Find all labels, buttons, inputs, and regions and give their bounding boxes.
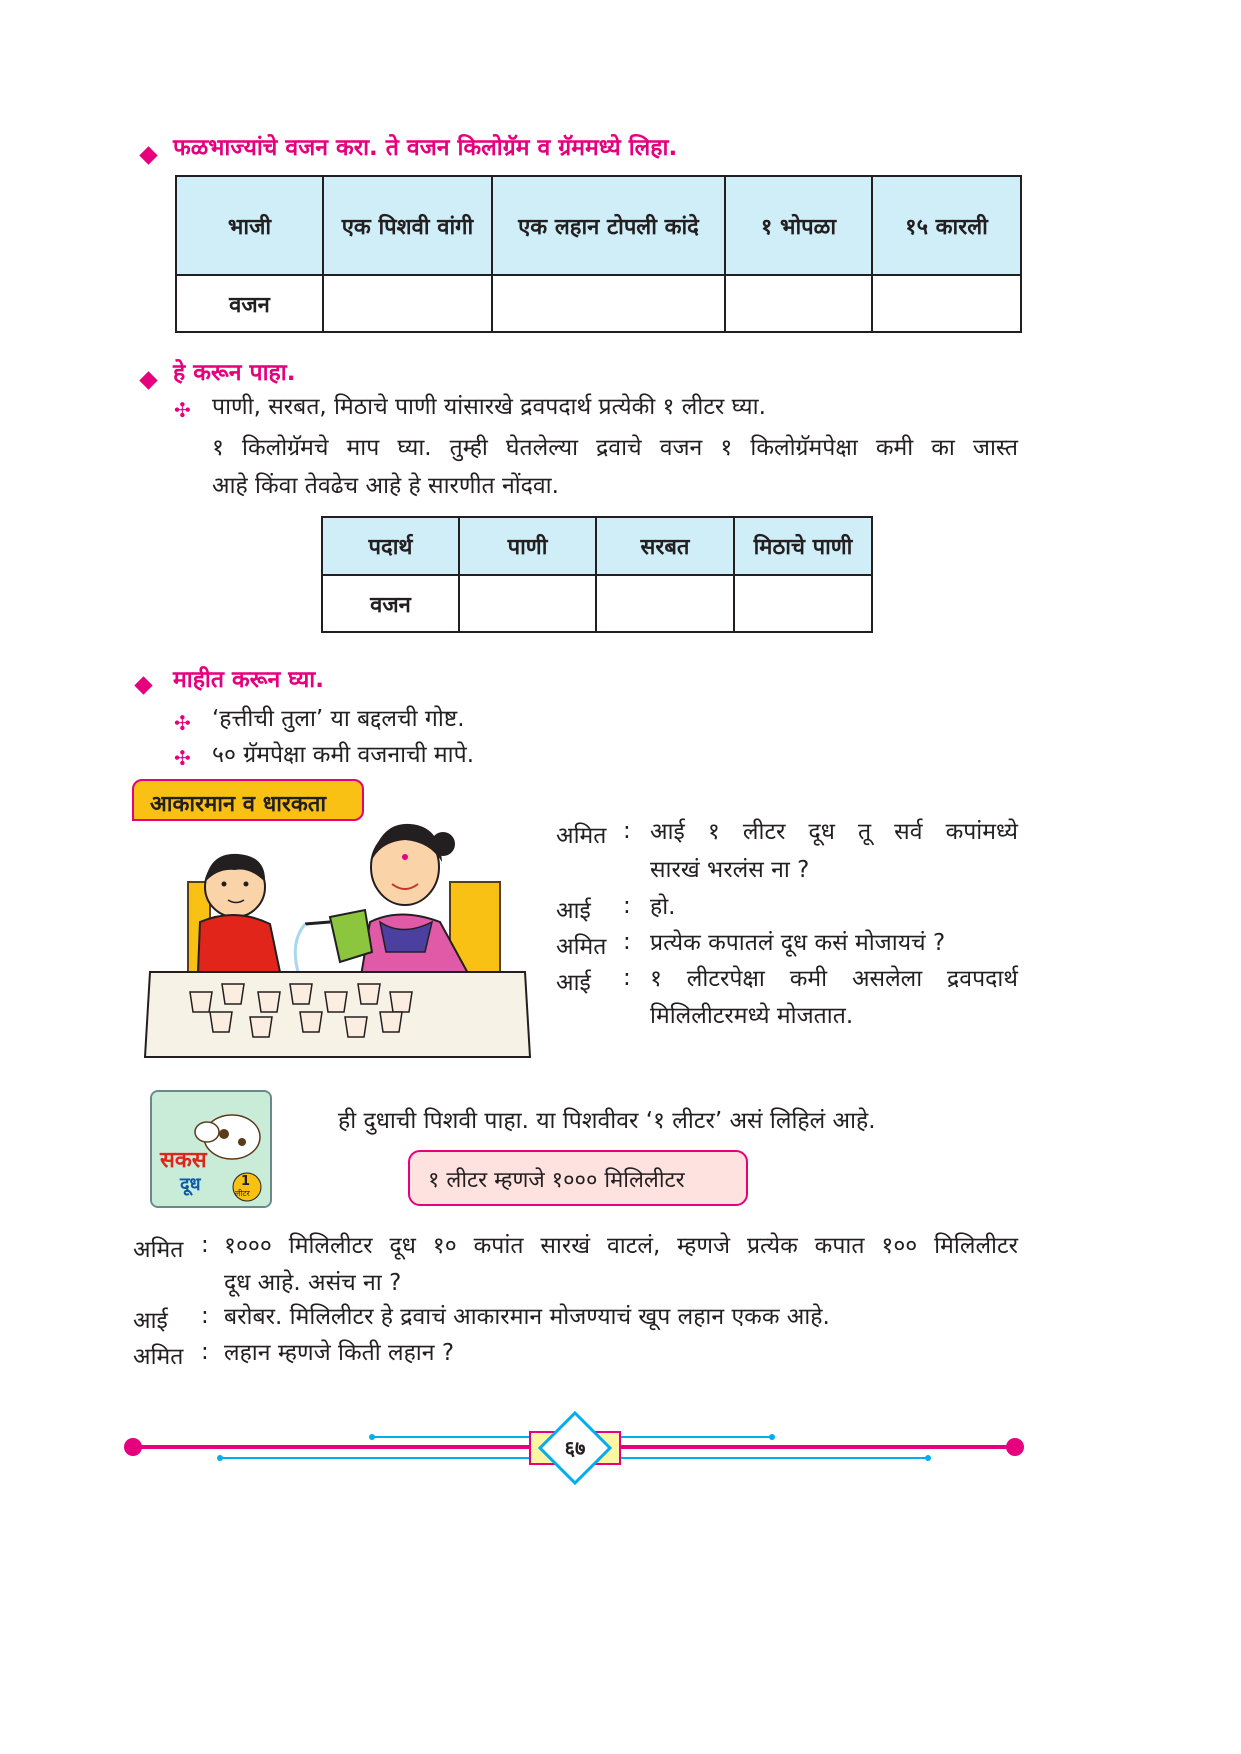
speaker-name: अमित xyxy=(556,934,607,960)
table-empty-cell[interactable] xyxy=(323,275,492,332)
dialogue-line: सारखं भरलंस ना ? xyxy=(650,857,810,883)
bullet-diamond-icon xyxy=(139,146,157,164)
table-empty-cell[interactable] xyxy=(872,275,1021,332)
dialogue-line: हो. xyxy=(650,894,676,920)
vegetable-weight-table xyxy=(175,175,1022,333)
table-header-cell: एक लहान टोपली कांदे xyxy=(492,176,725,275)
table-empty-cell[interactable] xyxy=(492,275,725,332)
table-empty-cell[interactable] xyxy=(459,575,596,632)
speaker-name: आई xyxy=(133,1308,168,1334)
speaker-name: अमित xyxy=(556,823,607,849)
speaker-colon: : xyxy=(623,965,631,991)
table-row-label: वजन xyxy=(176,275,323,332)
dialogue-line: आई १ लीटर दूध तू सर्व कपांमध्ये xyxy=(650,819,1018,845)
instruction-paragraph-line: आहे किंवा तेवढेच आहे हे सारणीत नोंदवा. xyxy=(212,473,559,499)
topic-label: आकारमान व धारकता xyxy=(150,792,327,817)
section-heading-try: हे करून पाहा. xyxy=(173,360,296,386)
table-header-cell: पाणी xyxy=(459,517,596,575)
speaker-name: आई xyxy=(556,898,591,924)
table-empty-cell[interactable] xyxy=(596,575,734,632)
table-header-cell: पदार्थ xyxy=(322,517,459,575)
table-header-cell: १ भोपळा xyxy=(725,176,872,275)
dialogue-line: बरोबर. मिलिलीटर हे द्रवाचं आकारमान मोजण्याचं खूप लहान एकक आहे. xyxy=(224,1304,830,1330)
milk-qty-unit: लीटर xyxy=(235,1189,250,1198)
table-empty-cell[interactable] xyxy=(734,575,872,632)
dialogue-line: १००० मिलिलीटर दूध १० कपांत सारखं वाटलं, म्हणजे प्रत्येक कपात १०० मिलिलीटर xyxy=(224,1233,1018,1259)
list-item: ‘हत्तीची तुला’ या बद्दलची गोष्ट. xyxy=(212,706,465,732)
bullet-diamond-icon xyxy=(134,676,152,694)
fact-box xyxy=(408,1150,748,1206)
milk-qty-number: 1 xyxy=(241,1174,251,1189)
table-header-cell: एक पिशवी वांगी xyxy=(323,176,492,275)
speaker-colon: : xyxy=(201,1303,209,1329)
instruction-paragraph-line: १ किलोग्रॅमचे माप घ्या. तुम्ही घेतलेल्या द्रवाचे वजन १ किलोग्रॅमपेक्षा कमी का जास्त xyxy=(212,435,1018,461)
list-item: ५० ग्रॅमपेक्षा कमी वजनाची मापे. xyxy=(212,742,475,768)
footer-decoration xyxy=(0,1400,1241,1500)
flower-bullet-icon: ✣ xyxy=(174,746,191,770)
table-row-label: वजन xyxy=(322,575,459,632)
mother-pouring-milk-illustration xyxy=(140,812,532,1062)
dialogue-line: प्रत्येक कपातलं दूध कसं मोजायचं ? xyxy=(650,930,946,956)
table-header-cell: भाजी xyxy=(176,176,323,275)
dialogue-line: १ लीटरपेक्षा कमी असलेला द्रवपदार्थ xyxy=(650,966,1018,992)
speaker-colon: : xyxy=(623,929,631,955)
instruction-line: पाणी, सरबत, मिठाचे पाणी यांसारखे द्रवपदार्थ प्रत्येकी १ लीटर घ्या. xyxy=(212,394,766,420)
speaker-name: अमित xyxy=(133,1344,184,1370)
table-empty-cell[interactable] xyxy=(725,275,872,332)
speaker-colon: : xyxy=(623,818,631,844)
milk-brand-text: सकस xyxy=(160,1148,207,1173)
table-header-cell: १५ कारली xyxy=(872,176,1021,275)
speaker-name: आई xyxy=(556,970,591,996)
dialogue-line: लहान म्हणजे किती लहान ? xyxy=(224,1340,455,1366)
milk-packet-image xyxy=(150,1090,272,1208)
section-heading-weigh: फळभाज्यांचे वजन करा. ते वजन किलोग्रॅम व ग्रॅममध्ये लिहा. xyxy=(173,135,678,161)
page-number: ६७ xyxy=(564,1436,586,1460)
liquid-weight-table xyxy=(321,516,873,633)
table-header-cell: मिठाचे पाणी xyxy=(734,517,872,575)
packet-description: ही दुधाची पिशवी पाहा. या पिशवीवर ‘१ लीटर’ असं लिहिलं आहे. xyxy=(338,1108,876,1134)
speaker-colon: : xyxy=(201,1339,209,1365)
flower-bullet-icon: ✣ xyxy=(174,398,191,422)
table-header-cell: सरबत xyxy=(596,517,734,575)
dialogue-line: मिलिलीटरमध्ये मोजतात. xyxy=(650,1003,854,1029)
dialogue-line: दूध आहे. असंच ना ? xyxy=(224,1270,402,1296)
milk-product-text: दूध xyxy=(180,1174,201,1195)
flower-bullet-icon: ✣ xyxy=(174,711,191,735)
speaker-colon: : xyxy=(201,1232,209,1258)
speaker-name: अमित xyxy=(133,1237,184,1263)
fact-box-text: १ लीटर म्हणजे १००० मिलिलीटर xyxy=(428,1168,685,1193)
speaker-colon: : xyxy=(623,893,631,919)
bullet-diamond-icon xyxy=(139,371,157,389)
section-heading-find: माहीत करून घ्या. xyxy=(173,667,324,693)
